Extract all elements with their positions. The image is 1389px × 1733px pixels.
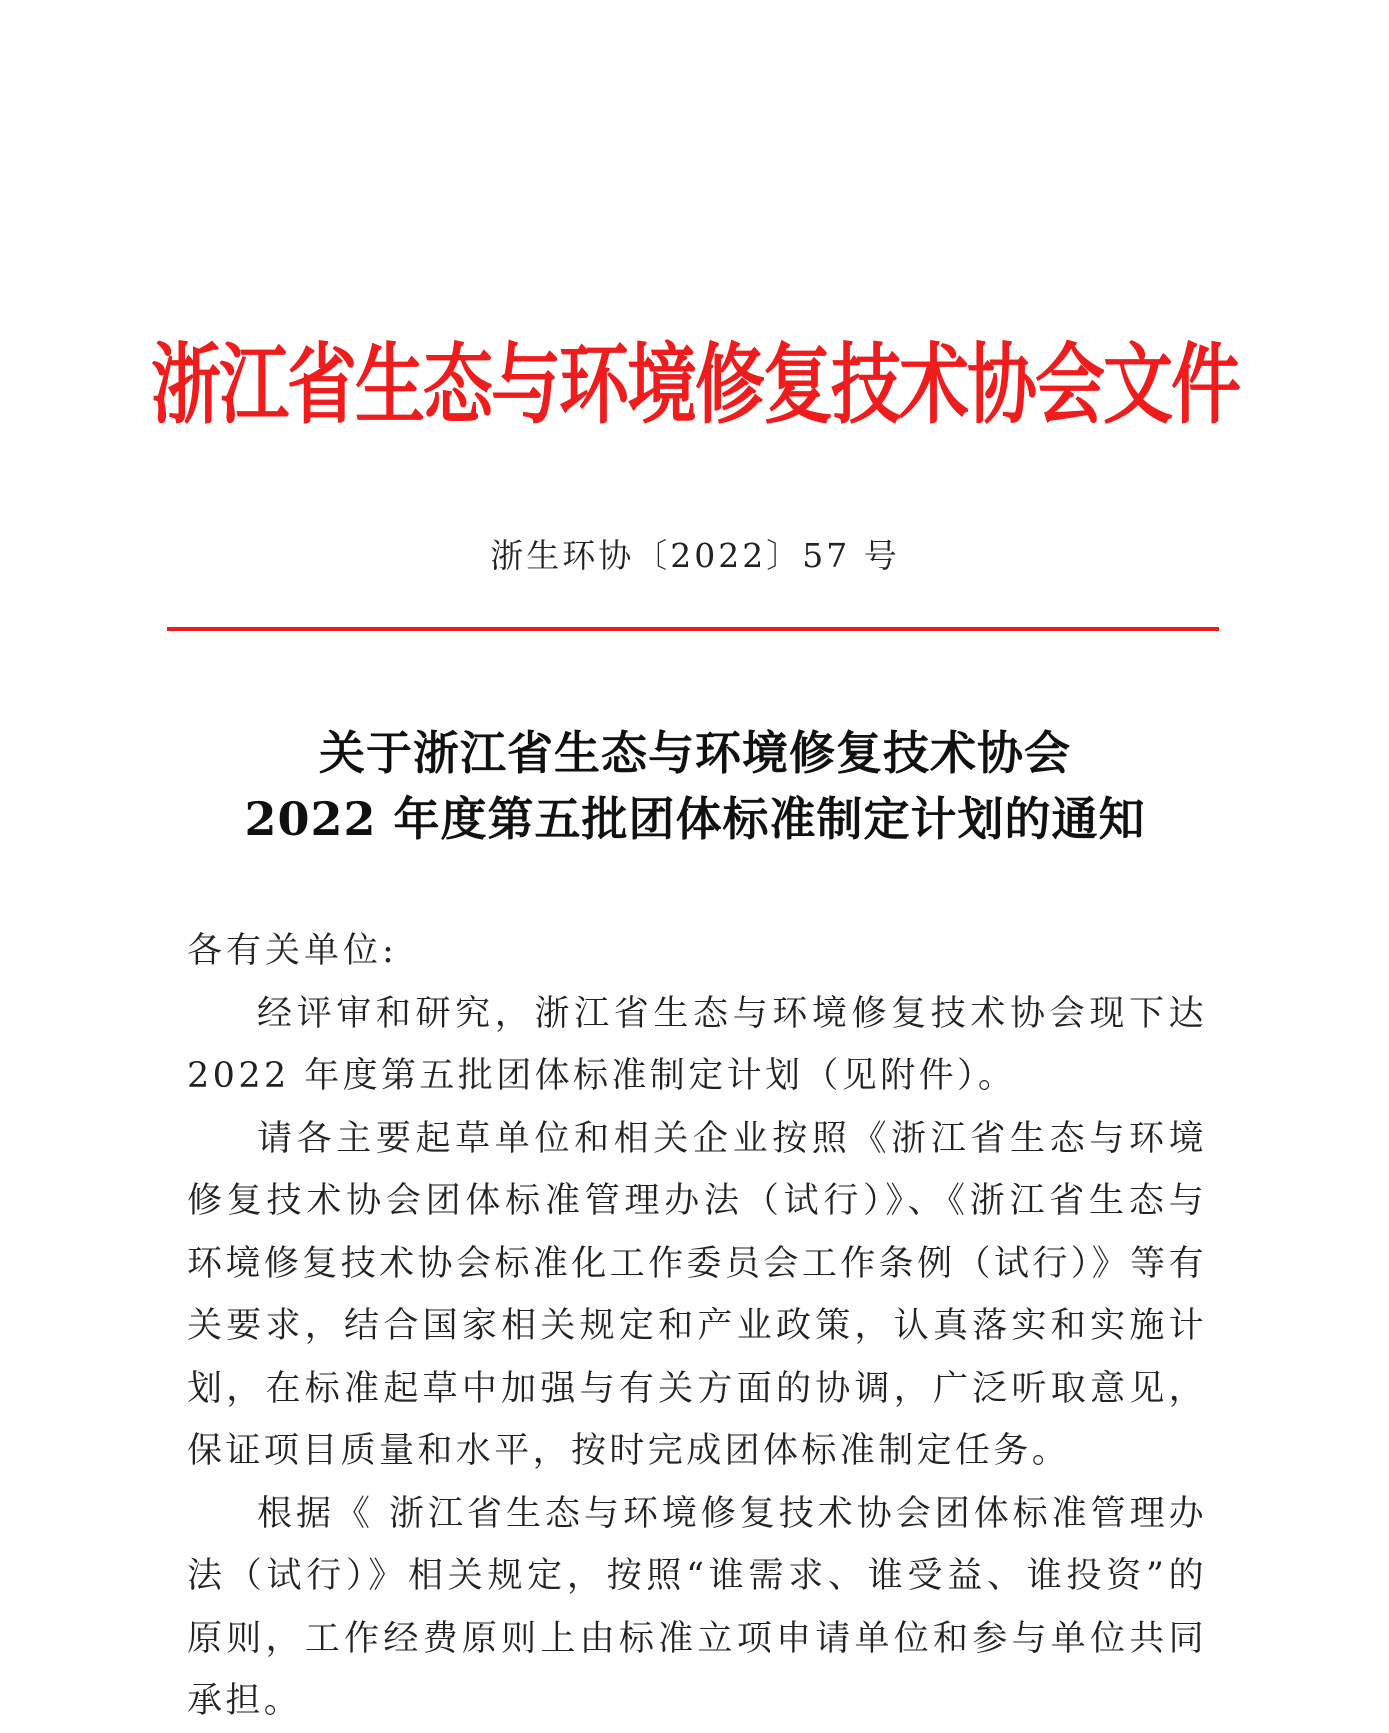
notice-body bbox=[187, 920, 1207, 1733]
paragraph-2: 请各主要起草单位和相关企业按照《浙江省生态与环境修复技术协会团体标准管理办法（试行）》、《浙江省生态与环境修复技术协会标准化工作委员会工作条例（试行）》等有关要求，结合国家相关规定和产业政策，认真落实和实施计划，在标准起草中加强与有关方面的协调，广泛听取意见，保证项目质量和水平，按时完成团体标准制定任务。 bbox=[187, 1118, 1207, 1471]
notice-title bbox=[150, 720, 1240, 852]
red-divider-line bbox=[167, 627, 1219, 631]
paragraph-1: 经评审和研究，浙江省生态与环境修复技术协会现下达 2022 年度第五批团体标准制定计划（见附件）。 bbox=[187, 993, 1207, 1096]
salutation: 各有关单位: bbox=[187, 931, 398, 971]
document-number: 浙生环协〔2022〕57 号 bbox=[490, 536, 900, 575]
masthead-title: 浙江省生态与环境修复技术协会文件 bbox=[151, 333, 1239, 437]
paragraph-3: 根据《 浙江省生态与环境修复技术协会团体标准管理办法（试行）》相关规定，按照“谁需求、谁受益、谁投资”的原则，工作经费原则上由标准立项申请单位和参与单位共同承担。 bbox=[187, 1493, 1207, 1721]
notice-title-line-1: 关于浙江省生态与环境修复技术协会 bbox=[319, 726, 1071, 780]
notice-title-line-2: 2022 年度第五批团体标准制定计划的通知 bbox=[244, 792, 1146, 846]
